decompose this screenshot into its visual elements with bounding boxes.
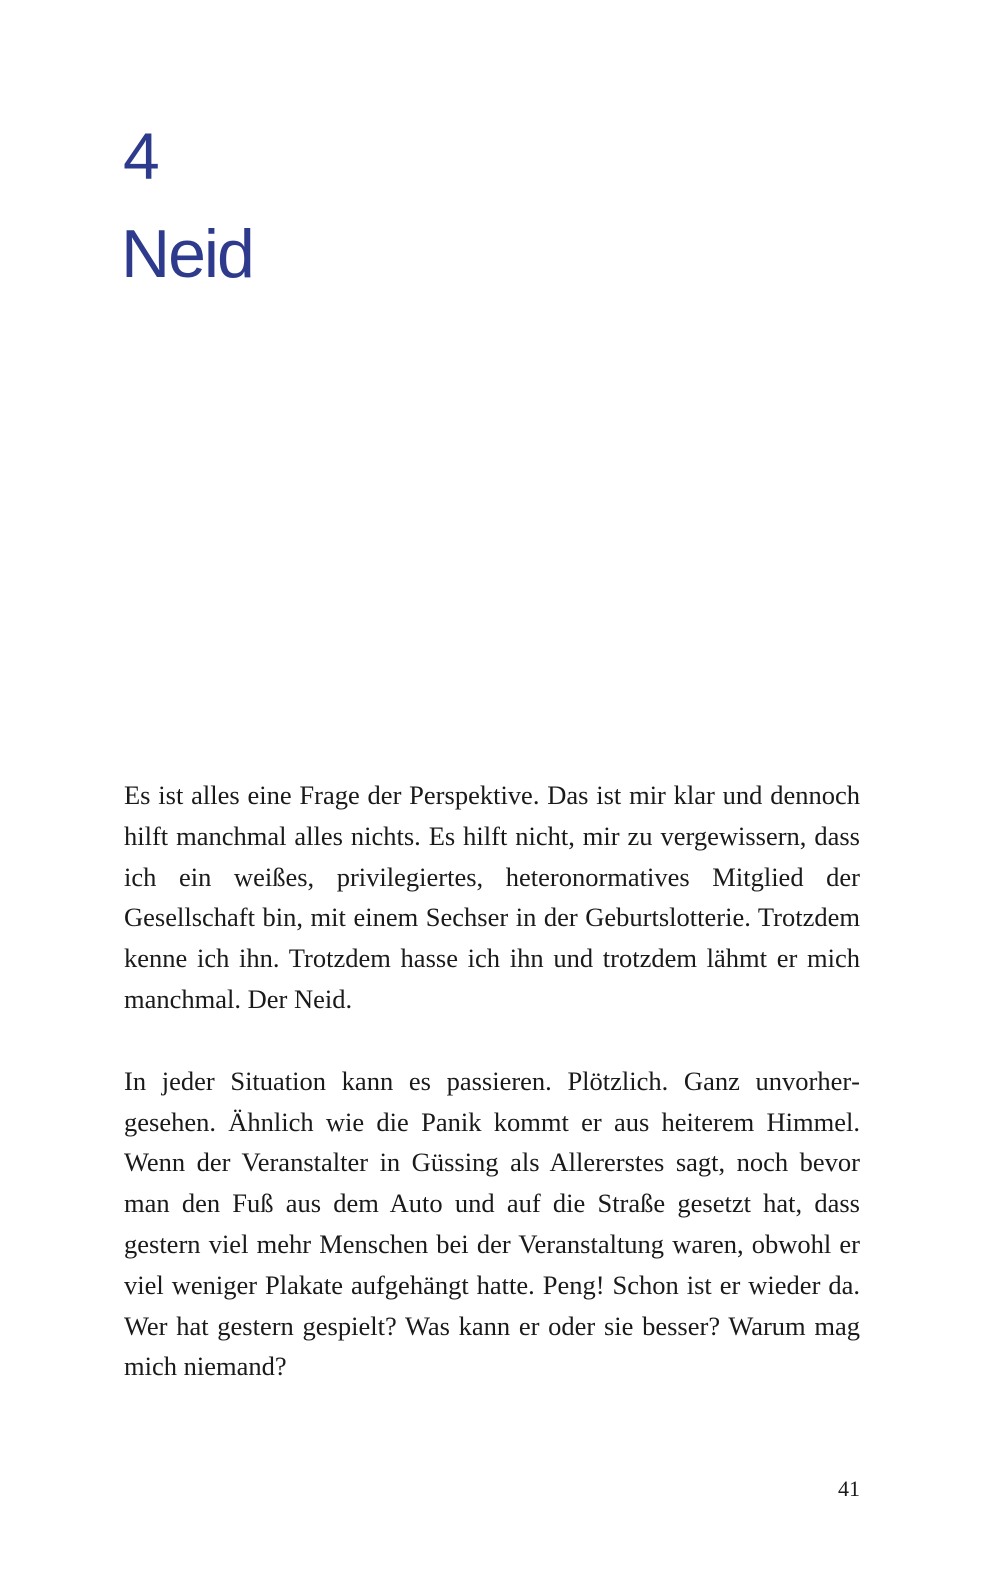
paragraph: Es ist alles eine Frage der Perspektive. Das ist mir klar und dennoch hilft manchmal alles nichts. Es hilft nicht, mir zu vergewissern, dass ich ein weißes, privilegiertes, heteronormatives Mitglied der Gesellschaft bin, mit einem Sechser in der Geburtslotterie. Trotzdem kenne ich ihn. Trotzdem hasse ich ihn und trotzdem lähmt er mich manchmal. Der Neid.	[124, 780, 860, 1014]
chapter-body	[124, 775, 860, 1387]
page-number: 41	[838, 1476, 860, 1501]
chapter-number: 4	[123, 119, 159, 193]
paragraph: In jeder Situation kann es passieren. Plötzlich. Ganz unvorhergesehen. Ähnlich wie die Panik kommt er aus heiterem Himmel. Wenn der Veranstalter in Güssing als Allererstes sagt, noch bevor man den Fuß aus dem Auto und auf die Straße gesetzt hat, dass gestern viel mehr Menschen bei der Veranstaltung waren, obwohl er viel weniger Plakate aufgehängt hatte. Peng! Schon ist er wieder da. Wer hat gestern gespielt? Was kann er oder sie besser? Warum mag mich niemand?	[124, 1065, 860, 1382]
chapter-title: Neid	[121, 216, 253, 292]
